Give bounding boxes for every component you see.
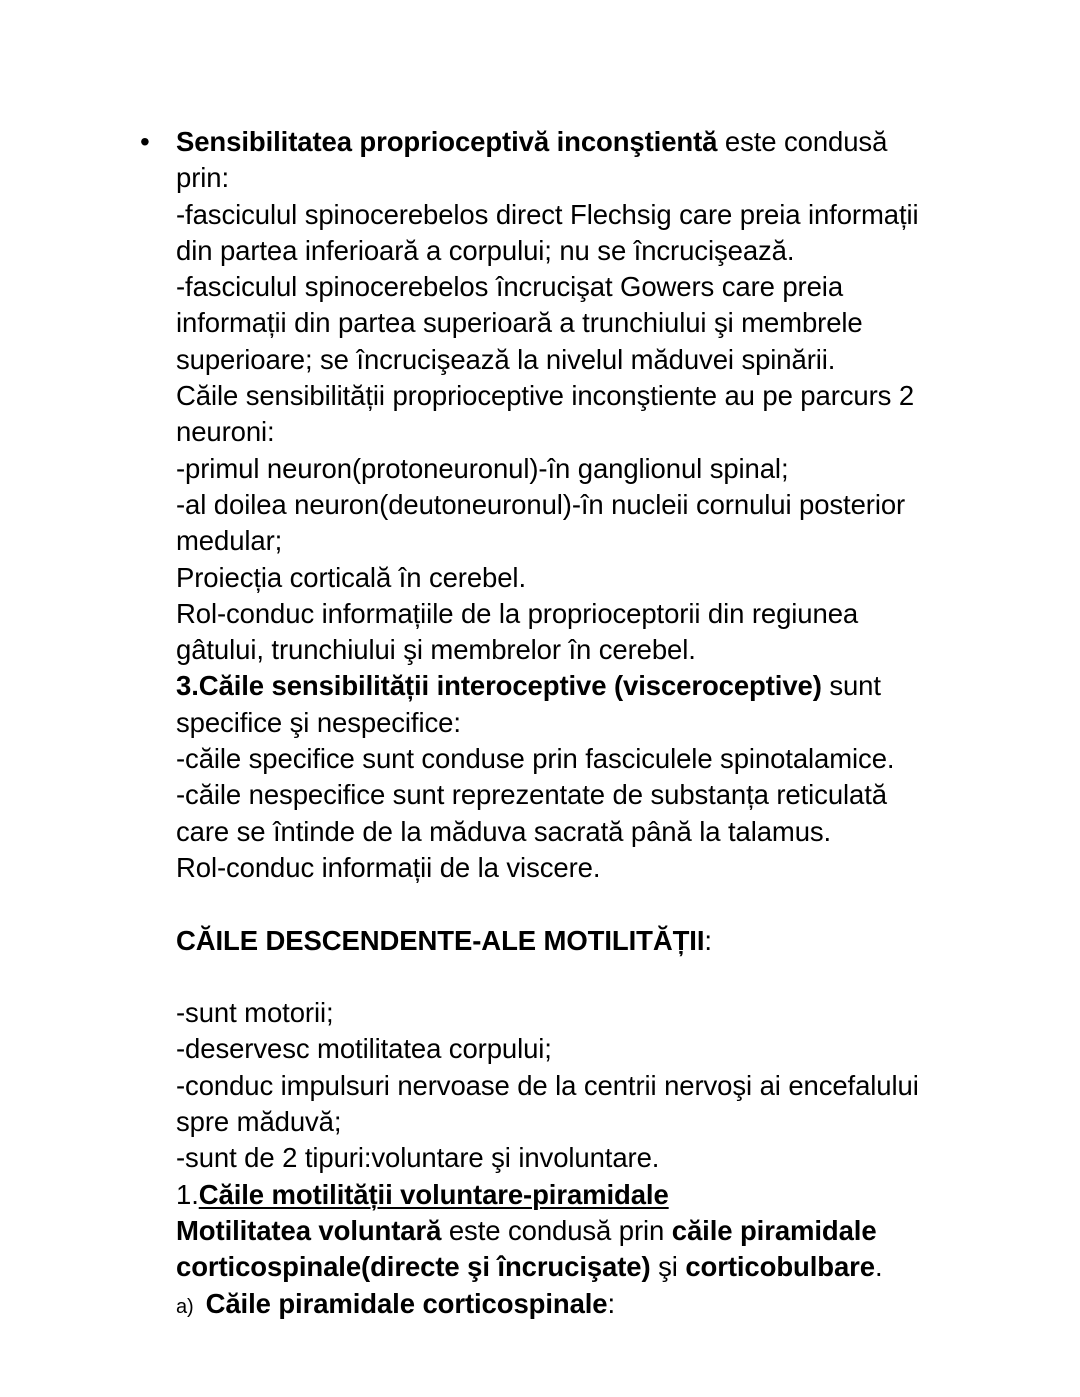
text-line: -al doilea neuron(deutoneuronul)-în nucleii cornului posterior bbox=[176, 488, 906, 520]
pyramidal-term: căile piramidale bbox=[671, 1214, 877, 1246]
text-line: medular; bbox=[176, 525, 283, 557]
text-line: -fasciculul spinocerebelos direct Flechsig care preia informații bbox=[176, 198, 919, 230]
text-line: Rol-conduc informații de la viscere. bbox=[176, 851, 601, 883]
text-line: -căile specifice sunt conduse prin fasciculele spinotalamice. bbox=[176, 743, 895, 775]
subheading-voluntary bbox=[176, 1177, 966, 1213]
motility-text: este condusă prin bbox=[441, 1214, 672, 1246]
text-line: -fasciculul spinocerebelos încrucişat Gowers care preia bbox=[176, 271, 844, 303]
interoceptive-title-rest: sunt bbox=[821, 670, 881, 702]
conjunction-text: şi bbox=[650, 1251, 686, 1283]
corticobulbar-term: corticobulbare bbox=[685, 1251, 875, 1283]
list-item-a-colon: : bbox=[607, 1287, 616, 1319]
text-line: -primul neuron(protoneuronul)-în ganglionul spinal; bbox=[176, 452, 789, 484]
text-line: neuroni: bbox=[176, 416, 275, 448]
corticospinal-term: corticospinale(directe şi încrucişate) bbox=[176, 1251, 651, 1283]
text-line: gâtului, trunchiului şi membrelor în cerebel. bbox=[176, 634, 696, 666]
text-line: din partea inferioară a corpului; nu se încrucişează. bbox=[176, 234, 795, 266]
text-line: superioare; se încrucişează la nivelul măduvei spinării. bbox=[176, 343, 836, 375]
text-line: informații din partea superioară a trunchiului şi membrele bbox=[176, 307, 863, 339]
text-line: -conduc impulsuri nervoase de la centrii nervoşi ai encefalului bbox=[176, 1069, 919, 1101]
document-body bbox=[176, 124, 966, 1325]
interoceptive-title bbox=[176, 668, 966, 704]
motility-line-2 bbox=[176, 1249, 966, 1285]
list-item-a bbox=[176, 1286, 966, 1325]
text-line: spre măduvă; bbox=[176, 1106, 342, 1138]
text-line: -sunt motorii; bbox=[176, 997, 334, 1029]
paragraph-intro bbox=[176, 124, 966, 160]
text-line: specifice şi nespecifice: bbox=[176, 706, 461, 738]
spacer bbox=[176, 959, 966, 995]
bullet-icon: • bbox=[140, 126, 150, 157]
period-text: . bbox=[874, 1251, 883, 1283]
intro-bold-term: Sensibilitatea proprioceptivă inconştientă bbox=[176, 126, 718, 157]
section-heading bbox=[176, 923, 966, 959]
spacer bbox=[176, 886, 966, 922]
text-line: prin: bbox=[176, 162, 229, 194]
text-line: care se întinde de la măduva sacrată până la talamus. bbox=[176, 815, 832, 847]
list-item-a-title: Căile piramidale corticospinale bbox=[205, 1287, 608, 1319]
subheading-number: 1. bbox=[176, 1178, 199, 1210]
list-marker-a: a) bbox=[176, 1295, 194, 1318]
interoceptive-title-bold: 3.Căile sensibilității interoceptive (visceroceptive) bbox=[176, 670, 822, 702]
text-line: -căile nespecifice sunt reprezentate de substanța reticulată bbox=[176, 779, 887, 811]
descending-pathways-heading: CĂILE DESCENDENTE-ALE MOTILITĂȚII bbox=[176, 924, 705, 956]
text-line: Căile sensibilității proprioceptive inconştiente au pe parcurs 2 bbox=[176, 380, 915, 412]
text-line: -sunt de 2 tipuri:voluntare şi involuntare. bbox=[176, 1142, 660, 1174]
text-line: Rol-conduc informațiile de la proprioceptorii din regiunea bbox=[176, 597, 859, 629]
subheading-voluntary-title: Căile motilității voluntare-piramidale bbox=[198, 1178, 669, 1210]
heading-colon: : bbox=[704, 924, 712, 956]
motility-term: Motilitatea voluntară bbox=[176, 1214, 442, 1246]
text-line: -deservesc motilitatea corpului; bbox=[176, 1033, 552, 1065]
intro-text: este condusă bbox=[717, 126, 888, 157]
motility-line-1 bbox=[176, 1213, 966, 1249]
text-line: Proiecția corticală în cerebel. bbox=[176, 561, 526, 593]
